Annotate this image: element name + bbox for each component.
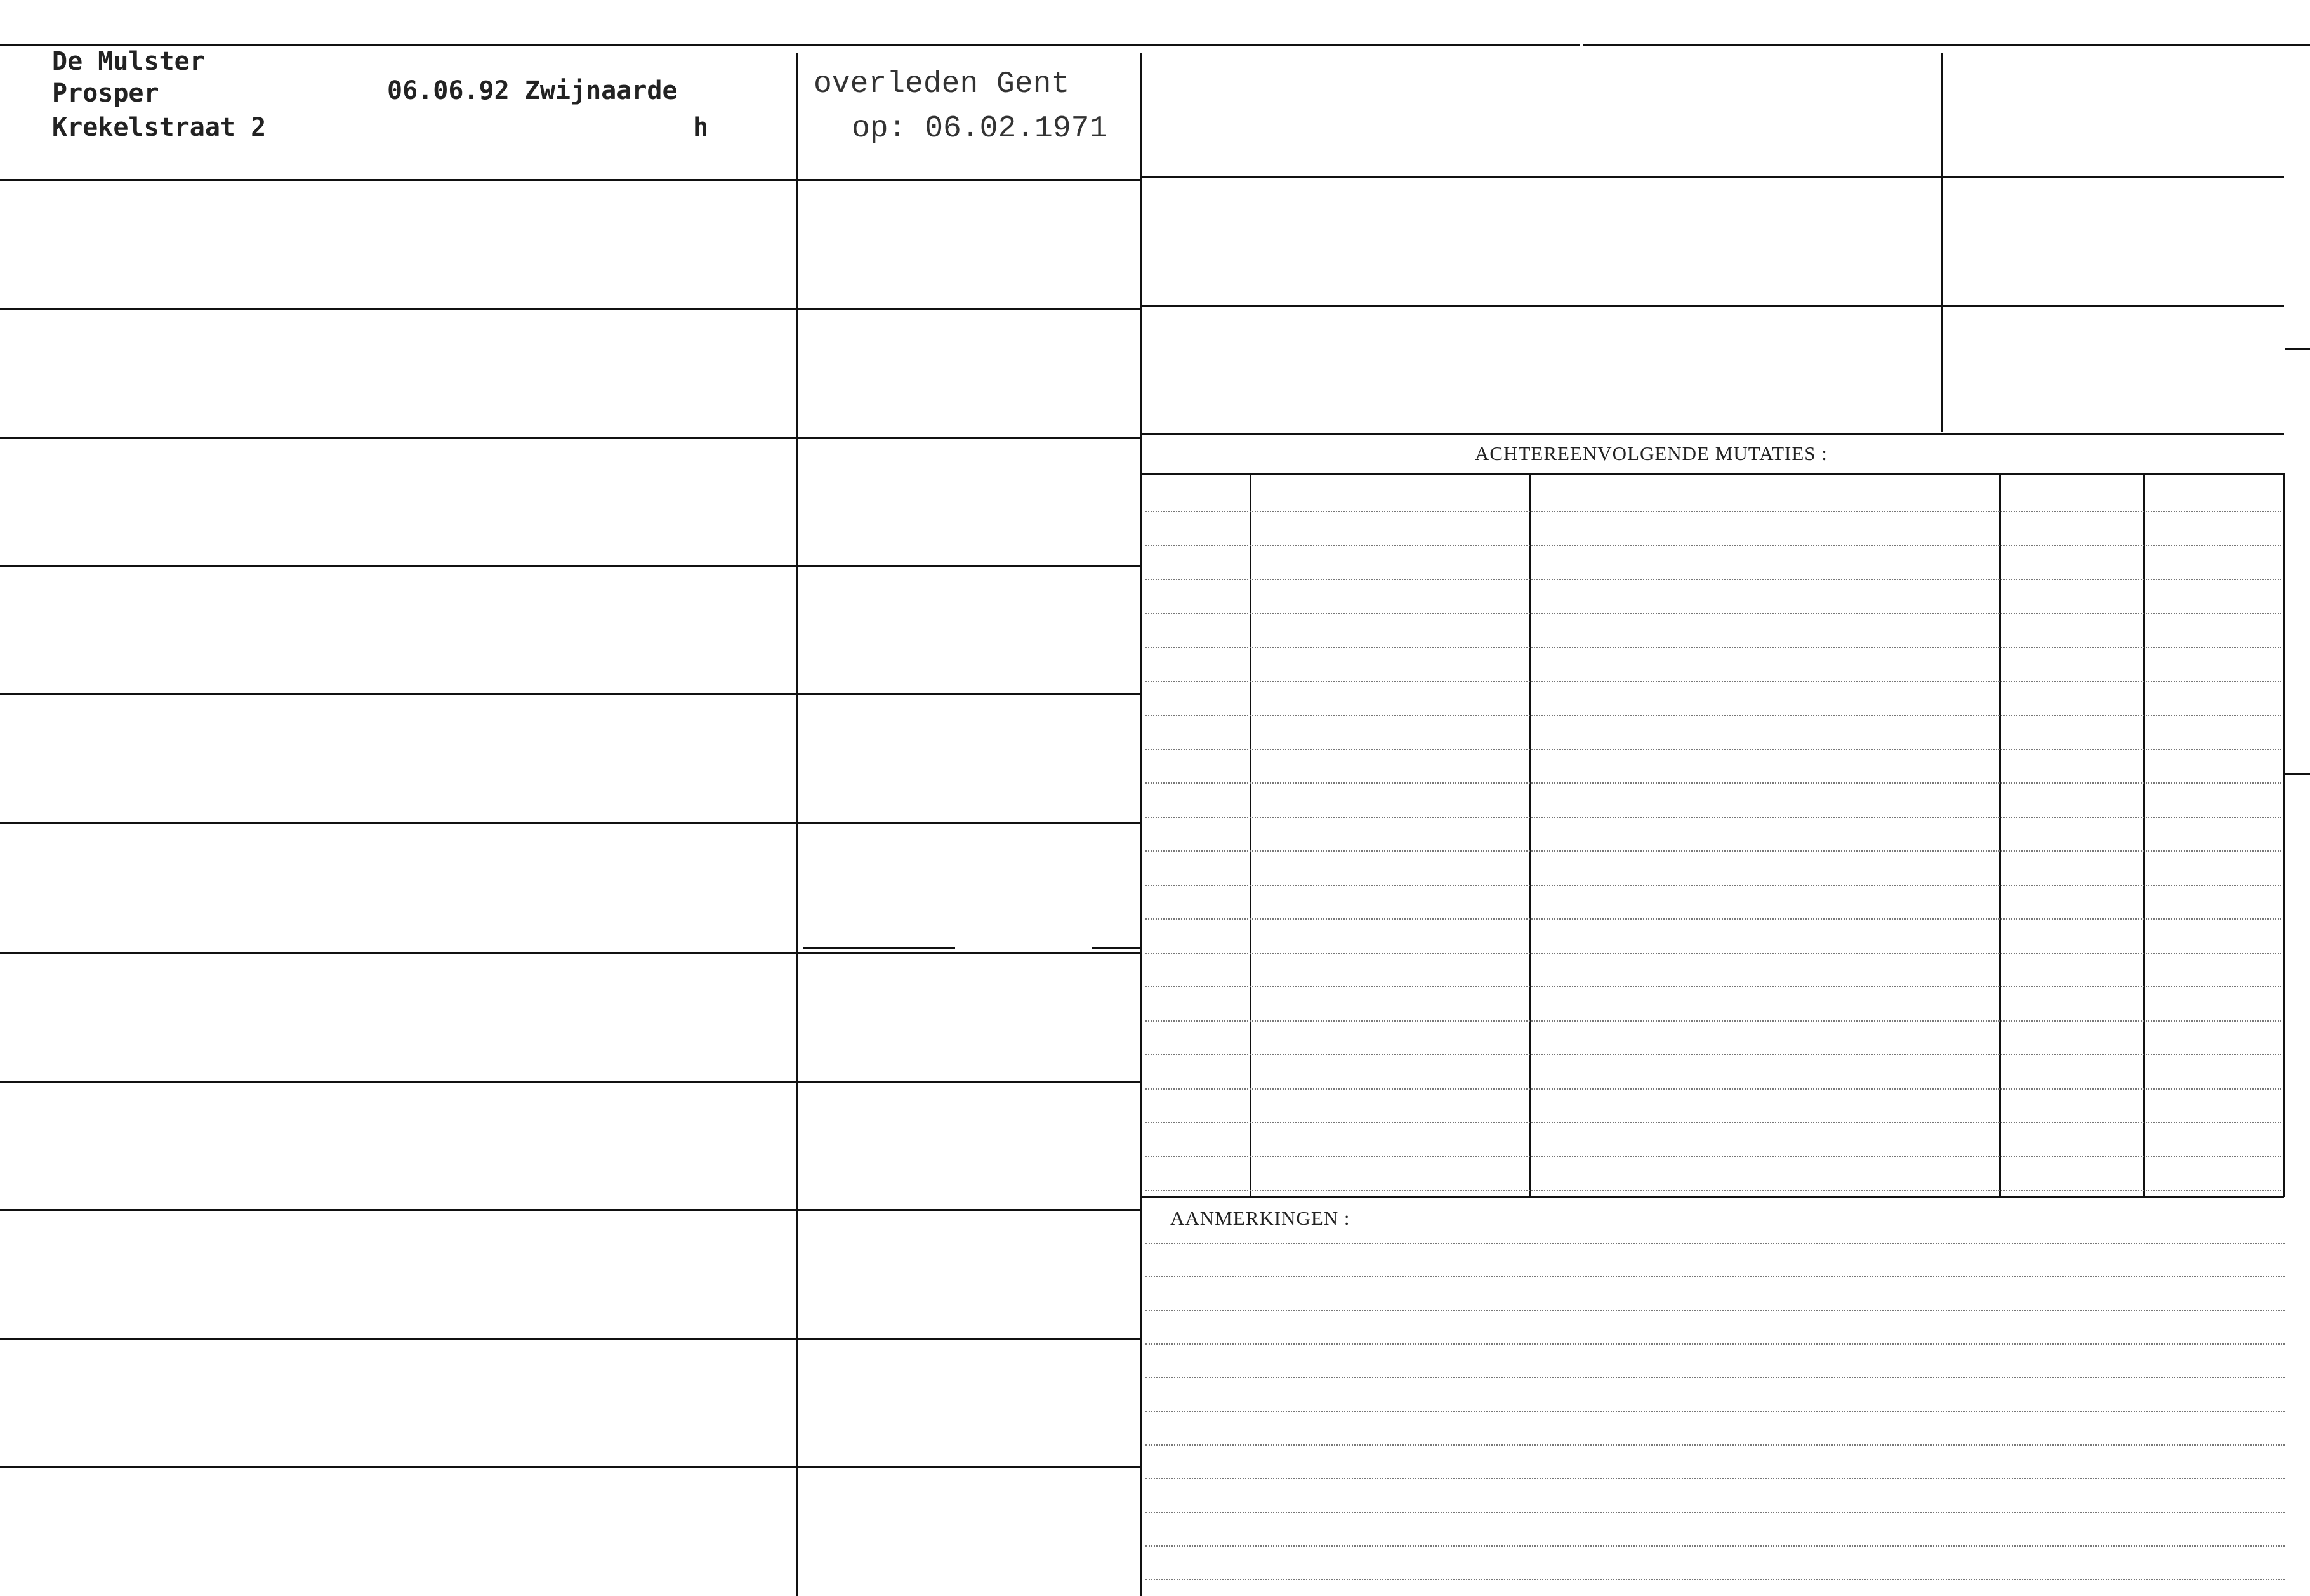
remarks-dotted-row	[1145, 1243, 2285, 1244]
row-rule	[798, 1466, 1140, 1468]
mutations-dotted-row	[1145, 511, 2281, 512]
row-rule	[0, 822, 796, 824]
mutations-dotted-row	[1145, 918, 2281, 920]
mutations-dotted-row	[1145, 850, 2281, 852]
first-name: Prosper	[52, 79, 159, 108]
mutations-dotted-row	[1145, 715, 2281, 716]
mutations-dotted-row	[1145, 986, 2281, 987]
address: Krekelstraat 2	[52, 113, 267, 142]
row-rule	[798, 1081, 1140, 1083]
column-divider	[1941, 53, 1943, 432]
mutations-dotted-row	[1145, 1190, 2281, 1191]
row-rule	[0, 179, 796, 181]
column-divider	[796, 53, 798, 1596]
remarks-dotted-row	[1145, 1276, 2285, 1277]
edge-tick	[2285, 773, 2310, 775]
mutations-dotted-row	[1145, 681, 2281, 682]
remarks-heading: AANMERKINGEN :	[1170, 1207, 1350, 1229]
mutations-bottom-rule	[1142, 1196, 2284, 1198]
mutations-dotted-row	[1145, 647, 2281, 648]
remarks-dotted-row	[1145, 1377, 2285, 1378]
mutations-dotted-row	[1145, 953, 2281, 954]
mutations-dotted-row	[1145, 1054, 2281, 1055]
annotation-mark: h	[693, 113, 709, 142]
row-rule	[0, 565, 796, 567]
mutations-dotted-row	[1145, 885, 2281, 886]
row-rule	[798, 308, 1140, 310]
row-rule	[1142, 305, 2284, 307]
birth-date-place: 06.06.92 Zwijnaarde	[387, 76, 678, 105]
mutations-dotted-row	[1145, 749, 2281, 750]
mutations-dotted-row	[1145, 579, 2281, 580]
remarks-dotted-row	[1145, 1411, 2285, 1412]
row-rule	[0, 1081, 796, 1083]
remarks-dotted-row	[1145, 1579, 2285, 1580]
dash-mark	[1092, 947, 1140, 949]
row-rule	[798, 822, 1140, 824]
mutations-dotted-row	[1145, 817, 2281, 818]
row-rule	[0, 437, 796, 439]
death-date: op: 06.02.1971	[852, 112, 1108, 146]
top-rule	[1583, 44, 2310, 46]
remarks-dotted-row	[1145, 1343, 2285, 1345]
row-rule	[0, 1338, 796, 1340]
row-rule	[798, 952, 1140, 954]
mutations-dotted-row	[1145, 1156, 2281, 1157]
row-rule	[798, 1338, 1140, 1340]
mutations-header-rule	[1142, 473, 2284, 475]
row-rule	[0, 1209, 796, 1211]
column-divider	[1140, 53, 1142, 1596]
row-rule	[0, 308, 796, 310]
mutations-dotted-row	[1145, 545, 2281, 546]
row-rule	[798, 565, 1140, 567]
mutations-dotted-row	[1145, 1122, 2281, 1123]
row-rule	[798, 693, 1140, 695]
row-rule	[798, 437, 1140, 439]
mutations-right-border	[2283, 473, 2285, 1197]
row-rule	[0, 1466, 796, 1468]
dash-mark	[803, 947, 955, 949]
row-rule	[1142, 176, 2284, 178]
row-rule	[798, 1209, 1140, 1211]
surname: De Mulster	[52, 47, 205, 76]
mutations-dotted-row	[1145, 782, 2281, 784]
row-rule	[0, 693, 796, 695]
row-rule	[0, 952, 796, 954]
remarks-dotted-row	[1145, 1512, 2285, 1513]
mutations-dotted-row	[1145, 1020, 2281, 1022]
mutations-top-rule	[1142, 433, 2284, 435]
remarks-dotted-row	[1145, 1478, 2285, 1479]
top-rule	[0, 44, 1580, 46]
edge-tick	[2285, 348, 2310, 350]
mutations-dotted-row	[1145, 1088, 2281, 1090]
death-place: overleden Gent	[814, 67, 1070, 102]
mutations-heading: ACHTEREENVOLGENDE MUTATIES :	[1475, 442, 1828, 465]
remarks-dotted-row	[1145, 1545, 2285, 1547]
row-rule	[798, 179, 1140, 181]
mutations-dotted-row	[1145, 613, 2281, 614]
remarks-dotted-row	[1145, 1444, 2285, 1446]
remarks-dotted-row	[1145, 1310, 2285, 1311]
